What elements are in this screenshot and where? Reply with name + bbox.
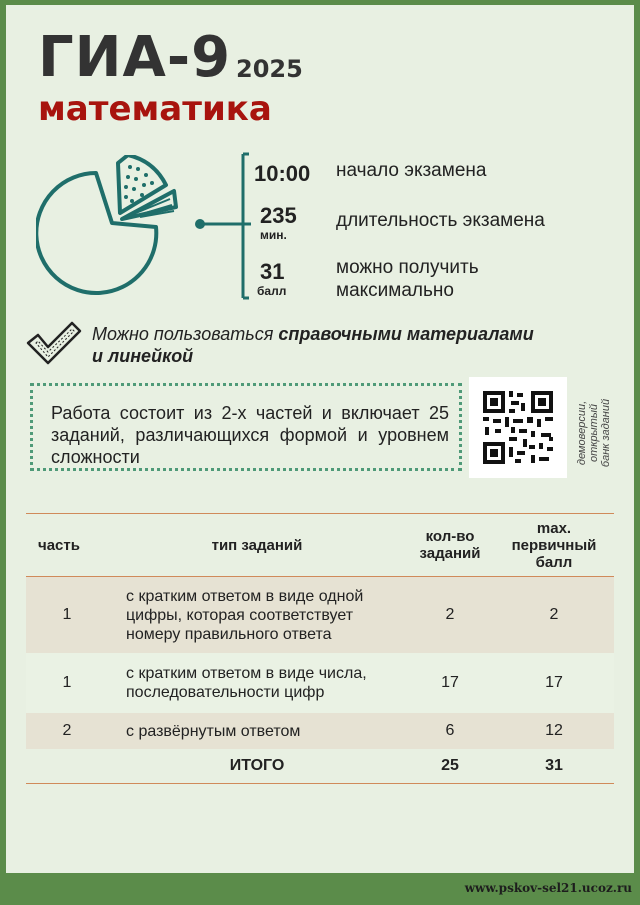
checkmark-icon	[26, 321, 82, 367]
exam-year: 2025	[236, 55, 303, 83]
row3-score: 12	[494, 713, 614, 749]
stat-duration-unit: мин.	[260, 228, 287, 242]
row2-type: с кратким ответом в виде числа, последовательности цифр	[108, 653, 406, 713]
pie-chart-icon	[36, 155, 196, 295]
allowed-materials-note	[92, 323, 612, 367]
qr-caption	[576, 383, 630, 483]
stat-max-score-unit: балл	[257, 284, 287, 298]
row2-part: 1	[26, 653, 108, 713]
table-row	[26, 577, 614, 654]
table-header-row	[26, 514, 614, 577]
table-total-row	[26, 749, 614, 784]
stat-max-score: 31	[260, 259, 285, 284]
qr-code[interactable]	[469, 377, 567, 478]
total-empty	[26, 749, 108, 784]
row3-part: 2	[26, 713, 108, 749]
exam-title: ГИА-9	[38, 25, 232, 90]
bracket-connector	[191, 150, 261, 310]
poster-sheet	[6, 5, 634, 873]
tasks-table	[26, 513, 614, 784]
table-row	[26, 653, 614, 713]
note-prefix: Можно пользоваться	[92, 324, 279, 344]
row1-count: 2	[406, 577, 494, 654]
row1-type: с кратким ответом в виде одной цифры, которая соответствует номеру правильного ответа	[108, 577, 406, 654]
row3-count: 6	[406, 713, 494, 749]
stat-duration: 235	[260, 203, 297, 228]
stat-max-score-label-2: максимально	[336, 280, 454, 301]
exam-structure-text: Работа состоит из 2-х частей и включает 25 заданий, различающихся формой и уровнем сложности	[51, 403, 449, 467]
stat-start-time: 10:00	[254, 161, 311, 186]
row1-part: 1	[26, 577, 108, 654]
total-label: ИТОГО	[108, 749, 406, 784]
exam-structure-box	[30, 383, 462, 471]
header-type: тип заданий	[108, 514, 406, 577]
row3-type: с развёрнутым ответом	[108, 713, 406, 749]
exam-subject: математика	[38, 89, 272, 129]
total-count: 25	[406, 749, 494, 784]
table-row	[26, 713, 614, 749]
qr-caption-text	[576, 383, 612, 483]
header-count: кол-во заданий	[406, 514, 494, 577]
total-score: 31	[494, 749, 614, 784]
qr-caption-line3: банк заданий	[600, 398, 612, 468]
row1-score: 2	[494, 577, 614, 654]
stat-start-label: начало экзамена	[336, 160, 487, 181]
stat-duration-label: длительность экзамена	[336, 210, 545, 231]
header-score: max. первичный балл	[494, 514, 614, 577]
stat-max-score-label-1: можно получить	[336, 257, 479, 278]
footer-url[interactable]: www.pskov-sel21.ucoz.ru	[464, 881, 632, 895]
qr-code-icon	[469, 377, 567, 478]
qr-caption-line1: демоверсии,	[576, 400, 588, 466]
qr-caption-line2: открытый	[588, 403, 600, 463]
header-part: часть	[26, 514, 108, 577]
note-bold: справочными материалами	[278, 324, 534, 344]
row2-score: 17	[494, 653, 614, 713]
note-line2: и линейкой	[92, 346, 194, 366]
row2-count: 17	[406, 653, 494, 713]
